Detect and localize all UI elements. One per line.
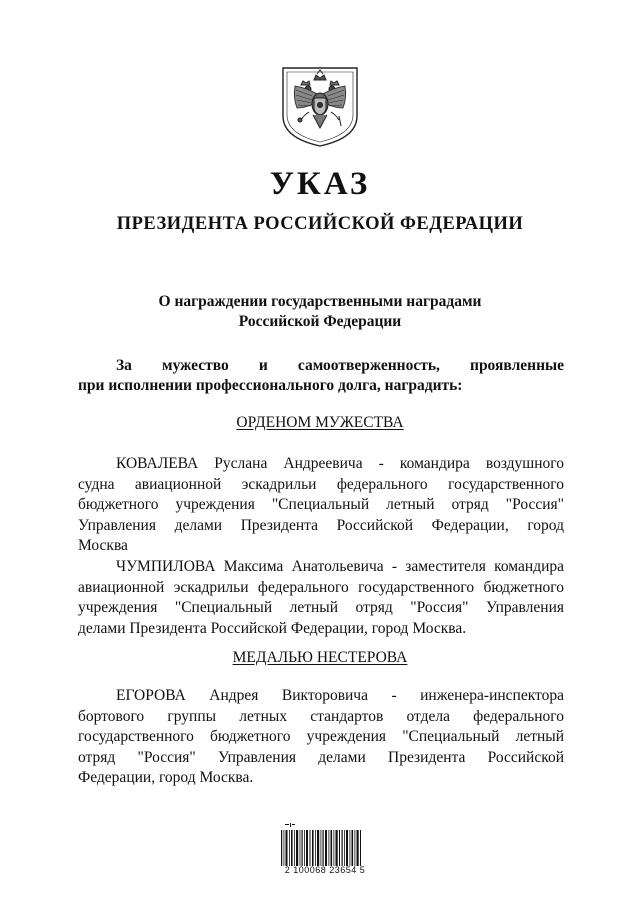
award-entry: [78, 686, 564, 789]
entry-line: Москва: [78, 537, 128, 554]
document-subtitle: ПРЕЗИДЕНТА РОССИЙСКОЙ ФЕДЕРАЦИИ: [116, 214, 524, 234]
barcode-number: 2 100068 23654 5: [284, 865, 366, 875]
entry-line: авиационной эскадрильи федерального государственного бюджетного: [78, 578, 564, 596]
entry-line: учреждения "Специальный летный отряд "Россия" Управления: [78, 599, 564, 616]
entry-line: отряд "Россия" Управления делами Президента Российской: [78, 748, 564, 766]
entry-line: ЧУМПИЛОВА Максима Анатольевича - заместителя командира: [116, 558, 564, 575]
award-entry: [78, 557, 564, 639]
award-title-nesterov-medal: МЕДАЛЬЮ НЕСТЕРОВА: [232, 649, 408, 666]
document-title: УКАЗ: [269, 166, 371, 202]
coat-of-arms-emblem: [279, 58, 361, 148]
award-entry: [78, 454, 564, 557]
entry-line: бортового группы летных стандартов отдела федерального: [78, 707, 564, 725]
decree-heading-line: О награждении государственными наградами: [158, 293, 482, 310]
entry-line: КОВАЛЕВА Руслана Андреевича - командира воздушного: [116, 455, 564, 472]
entry-line: ЕГОРОВА Андрея Викторовича - инженера-инспектора: [116, 687, 564, 704]
entry-line: судна авиационной эскадрильи федерального государственного: [78, 475, 564, 493]
entry-line: бюджетного учреждения "Специальный летный отряд "Россия": [78, 496, 564, 513]
entry-line: государственного бюджетного учреждения "Специальный летный: [78, 728, 564, 745]
decree-heading-line: Российской Федерации: [238, 313, 402, 330]
decree-heading: [0, 292, 640, 332]
entry-line: Федерации, город Москва.: [78, 769, 254, 786]
entry-line: делами Президента Российской Федерации, город Москва.: [78, 619, 467, 637]
decree-preamble: [78, 356, 564, 396]
award-title-order-of-courage: ОРДЕНОМ МУЖЕСТВА: [236, 414, 404, 431]
preamble-line: За мужество и самоотверженность, проявленные: [116, 357, 564, 374]
preamble-line: при исполнении профессионального долга, наградить:: [78, 377, 463, 394]
entry-line: Управления делами Президента Российской Федерации, город: [78, 516, 564, 534]
